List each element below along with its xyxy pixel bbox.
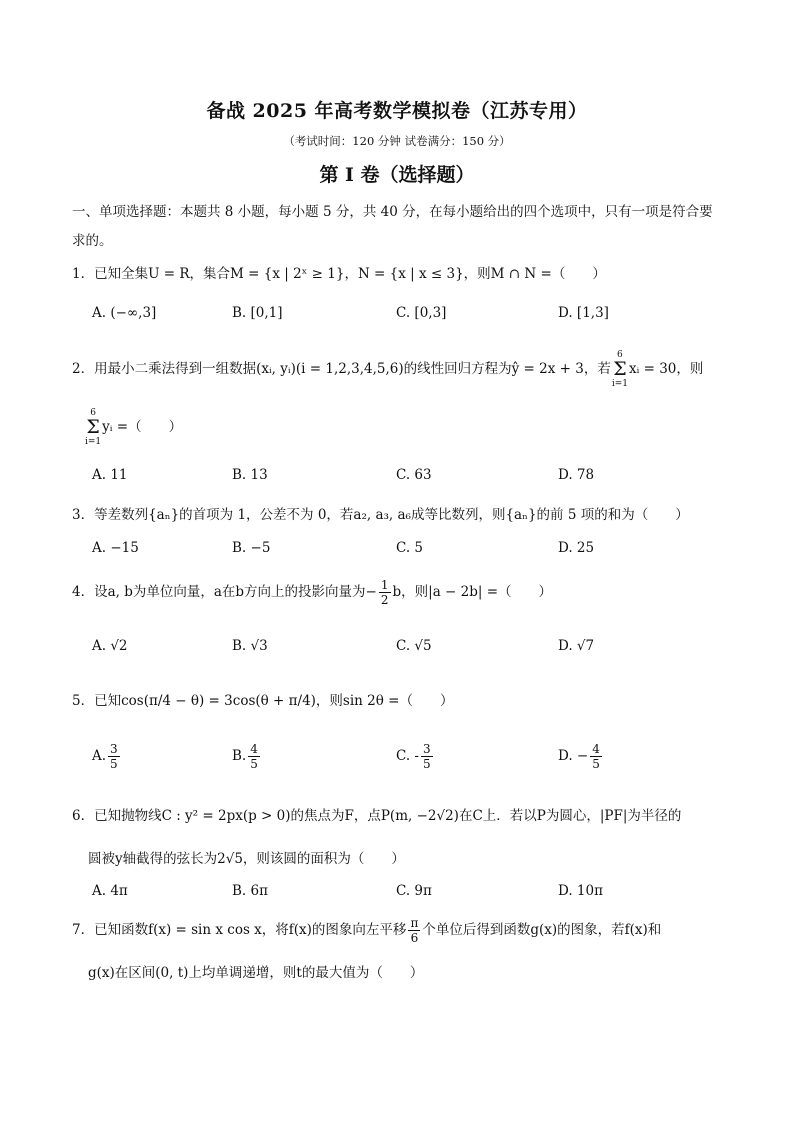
question-4-option-a[interactable]: A. √2 <box>92 638 128 654</box>
sum-upper-limit: 6 <box>617 350 623 360</box>
question-4-option-b[interactable]: B. √3 <box>232 638 268 654</box>
question-3-option-a[interactable]: A. −15 <box>92 540 139 556</box>
question-5-option-c[interactable] <box>396 742 435 771</box>
fraction-denominator: 2 <box>380 593 389 607</box>
summation-symbol: 6 Σ i=1 <box>611 350 628 389</box>
option-fraction <box>421 742 433 771</box>
question-1-option-b[interactable]: B. [0,1] <box>232 305 283 321</box>
section-instruction: 一、单项选择题：本题共 8 小题，每小题 5 分，共 40 分，在每小题给出的四个选项中，只有一项是符合要求的。 <box>72 204 713 249</box>
option-letter: A. <box>92 748 107 764</box>
question-6-stem-line-2: 圆被y轴截得的弦长为2√5，则该圆的面积为（ ） <box>88 851 405 867</box>
question-2-stem-text: 2．用最小二乘法得到一组数据(xᵢ, yᵢ)(i = 1,2,3,4,5,6)的线性回归方程为ŷ = 2x + 3，若 <box>72 361 611 377</box>
question-4-stem-part-1: 4．设a, b为单位向量，a在b方向上的投影向量为− <box>72 584 377 600</box>
question-7-stem-line-1 <box>72 916 661 945</box>
question-3-option-b[interactable]: B. −5 <box>232 540 271 556</box>
fraction-denominator: 5 <box>250 757 258 771</box>
option-letter: C. - <box>396 748 419 764</box>
exam-title: 备战 2025 年高考数学模拟卷（江苏专用） <box>206 100 588 122</box>
sum-lower-limit: i=1 <box>611 379 628 389</box>
fraction-numerator: 4 <box>592 742 600 756</box>
fraction-denominator: 5 <box>110 757 118 771</box>
question-4-stem <box>72 578 552 607</box>
option-letter: D. − <box>558 748 589 764</box>
question-2-option-c[interactable]: C. 63 <box>396 467 432 483</box>
question-2-stem-sum-2: yᵢ =（ ） <box>102 419 183 435</box>
question-7-stem-line-2: g(x)在区间(0, t)上均单调递增，则t的最大值为（ ） <box>88 965 424 981</box>
question-5-option-d[interactable] <box>558 742 604 771</box>
question-1-option-d[interactable]: D. [1,3] <box>558 305 609 321</box>
summation-symbol: 6 Σ i=1 <box>85 408 102 447</box>
question-5-stem: 5．已知cos(π/4 − θ) = 3cos(θ + π/4)，则sin 2θ =（ ） <box>72 693 454 709</box>
question-1-option-a[interactable]: A. (−∞,3] <box>92 305 157 321</box>
question-2-option-a[interactable]: A. 11 <box>92 467 128 483</box>
fraction-pi-over-six <box>408 916 420 945</box>
fraction-numerator: 4 <box>250 742 258 756</box>
sum-upper-limit: 6 <box>90 408 96 418</box>
question-1-option-c[interactable]: C. [0,3] <box>396 305 447 321</box>
fraction-one-half <box>379 578 391 607</box>
question-5-option-a[interactable] <box>92 742 122 771</box>
question-3-stem: 3．等差数列{aₙ}的首项为 1，公差不为 0，若a₂, a₃, a₆成等比数列，则{aₙ}的前 5 项的和为（ ） <box>72 507 689 523</box>
fraction-numerator: 3 <box>110 742 118 756</box>
question-3-option-d[interactable]: D. 25 <box>558 540 595 556</box>
fraction-numerator: 1 <box>380 578 389 592</box>
question-4-option-c[interactable]: C. √5 <box>396 638 432 654</box>
question-2-stem-line-1 <box>72 350 703 389</box>
question-6-option-c[interactable]: C. 9π <box>396 883 432 899</box>
fraction-numerator: 3 <box>423 742 431 756</box>
fraction-numerator: π <box>410 916 419 930</box>
question-2-stem-sum: xᵢ = 30，则 <box>628 361 704 377</box>
option-fraction <box>108 742 120 771</box>
question-6-stem-line-1: 6．已知抛物线C : y² = 2px(p > 0)的焦点为F，点P(m, −2√2)在C上．若以P为圆心，|PF|为半径的 <box>72 808 682 824</box>
question-7-stem-part-1: 7．已知函数f(x) = sin x cos x，将f(x)的图象向左平移 <box>72 922 407 938</box>
fraction-denominator: 5 <box>423 757 431 771</box>
sum-lower-limit: i=1 <box>85 437 102 447</box>
question-1-stem: 1．已知全集U = R，集合M = {x | 2ˣ ≥ 1}，N = {x | x ≤ 3}，则M ∩ N =（ ） <box>72 266 606 282</box>
question-4-stem-part-2: b，则|a − 2b| =（ ） <box>392 584 553 600</box>
fraction-denominator: 6 <box>410 931 419 945</box>
question-6-option-b[interactable]: B. 6π <box>232 883 268 899</box>
option-fraction <box>590 742 602 771</box>
question-2-stem-line-2 <box>84 408 182 447</box>
question-6-option-d[interactable]: D. 10π <box>558 883 603 899</box>
question-2-option-b[interactable]: B. 13 <box>232 467 268 483</box>
question-3-option-c[interactable]: C. 5 <box>396 540 424 556</box>
section-heading: 第 I 卷（选择题） <box>319 164 475 186</box>
exam-subtitle: （考试时间：120 分钟 试卷满分：150 分） <box>283 134 511 148</box>
fraction-denominator: 5 <box>592 757 600 771</box>
question-2-option-d[interactable]: D. 78 <box>558 467 595 483</box>
question-6-option-a[interactable]: A. 4π <box>92 883 128 899</box>
option-fraction <box>248 742 260 771</box>
question-7-stem-part-2: 个单位后得到函数g(x)的图象，若f(x)和 <box>422 922 662 938</box>
option-letter: B. <box>232 748 247 764</box>
question-5-option-b[interactable] <box>232 742 262 771</box>
question-4-option-d[interactable]: D. √7 <box>558 638 595 654</box>
